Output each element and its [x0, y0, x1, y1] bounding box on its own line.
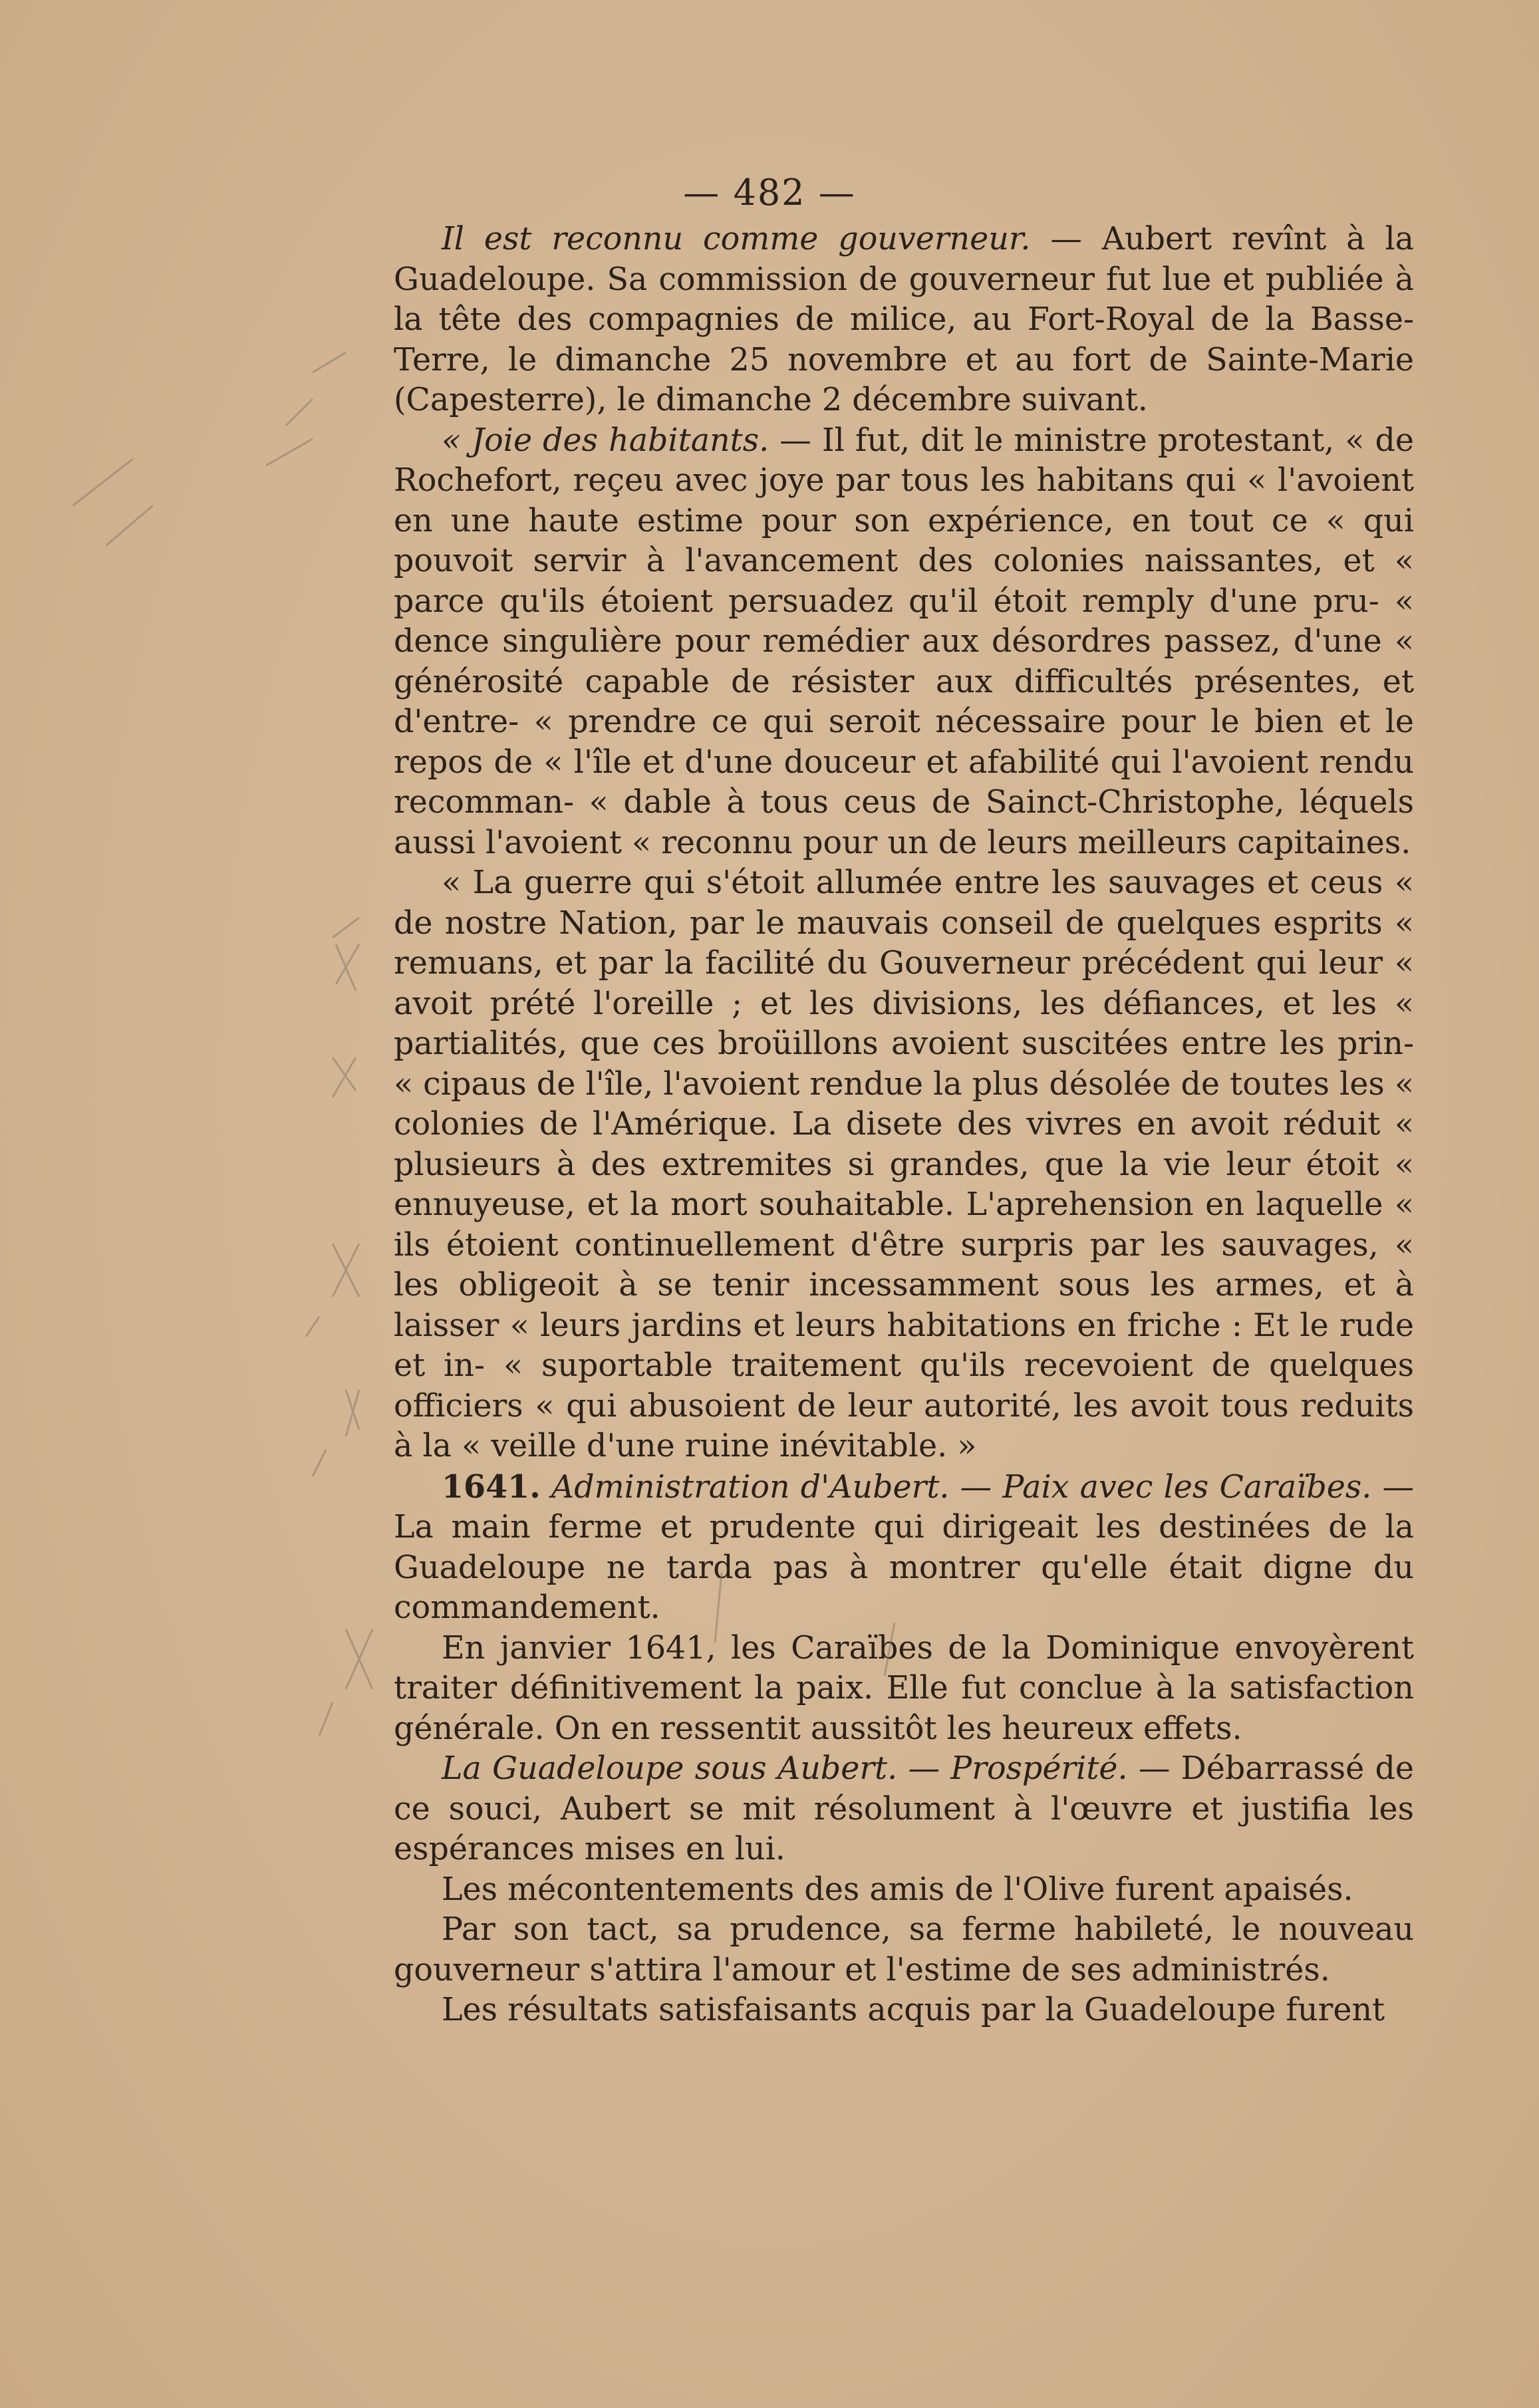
paragraph-text: — Il fut, dit le ministre protestant, « de Rochefort, reçeu avec joye par tous les habitans qui « l'avoient en une haute estime pour son expérience, en tout ce « qui pouvoit servir à l'avancement des colonies naissantes, et « parce qu'ils étoient persuadez qu'il étoit remply d'une pru- « dence singulière pour remédier aux désordres passez, d'une « générosité capable de résister aux difficultés présentes, et d'entre- « prendre ce qui seroit nécessaire pour le bien et le repos de « l'île et d'une douceur et afabilité qui l'avoient rendu recomman- « dable à tous ceus de Sainct-Christophe, léquels aussi l'avoient « reconnu pour un de leurs meilleurs capitaines. — [394, 422, 1414, 861]
margin-pencil-mark — [306, 1244, 359, 1337]
margin-pencil-mark — [333, 918, 359, 991]
section-heading: Administration d'Aubert. — Paix avec les Caraïbes. — [540, 1468, 1372, 1506]
margin-pencil-mark — [333, 1057, 356, 1097]
section-heading: Il est reconnu comme gouverneur. — [442, 221, 1031, 257]
paragraph-text: En janvier 1641, les Caraïbes de la Dominique envoyèrent traiter définitivement la paix. Elle fut conclue à la satisfaction générale. On en ressentit aussitôt les heureux effets. — [394, 1629, 1414, 1747]
paragraph-text: Les mécontentements des amis de l'Olive furent apaisés. — [442, 1871, 1353, 1908]
page-number: — 482 — — [683, 172, 856, 213]
margin-pencil-mark — [73, 459, 153, 545]
margin-pencil-mark — [313, 1390, 359, 1476]
paragraph-text: Les résultats satisfaisants acquis par la Guadeloupe furent — [442, 1992, 1385, 2028]
paragraph-war-quote — [394, 863, 1414, 1467]
paragraph-discontent — [394, 1870, 1414, 1911]
paragraph-tact — [394, 1910, 1414, 1990]
paragraph-text: — La main ferme et prudente qui dirigeait les destinées de la Guadeloupe ne tarda pas à montrer qu'elle était digne du commandement. — [394, 1468, 1414, 1626]
year-number: 1641. — [442, 1468, 541, 1506]
paragraph-text: — Débarrassé de ce souci, Aubert se mit résolument à l'œuvre et justifia les espérances mises en lui. — [394, 1750, 1414, 1867]
paragraph-text: — Aubert revînt à la Guadeloupe. Sa commission de gouverneur fut lue et publiée à la tête des compagnies de milice, au Fort-Royal de la Basse-Terre, le dimanche 25 novembre et au fort de Sainte-Marie (Capesterre), le dimanche 2 décembre suivant. — [394, 221, 1414, 418]
paragraph-prosperity — [394, 1749, 1414, 1870]
paragraph-text: « La guerre qui s'étoit allumée entre les sauvages et ceus « de nostre Nation, par le mauvais conseil de quelques esprits « remuans, et par la facilité du Gouverneur précédent qui leur « avoit prété l'oreille ; et les divisions, les défiances, et les « partialités, que ces broüillons avoient suscitées entre les prin- « cipaus de l'île, l'avoient rendue la plus désolée de toutes les « colonies de l'Amérique. La disete des vivres en avoit réduit « plusieurs à des extremites si grandes, que la vie leur étoit « ennuyeuse, et la mort souhaitable. L'aprehension en laquelle « ils étoient continuellement d'être surpris par les sauvages, « les obligeoit à se tenir incessamment sous les armes, et à laisser « leurs jardins et leurs habitations en friche : Et le rude et in- « suportable traitement qu'ils recevoient de quelques officiers « qui abusoient de leur autorité, les avoit tous reduits à la « veille d'une ruine inévitable. » — [394, 865, 1414, 1464]
margin-pencil-mark — [266, 352, 346, 466]
body-text — [394, 219, 1414, 2031]
paragraph-administration — [394, 1467, 1414, 1629]
paragraph-text: Par son tact, sa prudence, sa ferme habileté, le nouveau gouverneur s'attira l'amour et l'estime de ses administrés. — [394, 1911, 1414, 1988]
margin-pencil-mark — [319, 1629, 372, 1736]
paragraph-results — [394, 1990, 1414, 2031]
paragraph-joy-of-inhabitants — [394, 421, 1414, 864]
paragraph-peace — [394, 1629, 1414, 1750]
section-heading: « Joie des habitants. — [442, 422, 770, 459]
section-heading: La Guadeloupe sous Aubert. — Prospérité. — [442, 1750, 1128, 1787]
paragraph-recognized-governor — [394, 219, 1414, 421]
